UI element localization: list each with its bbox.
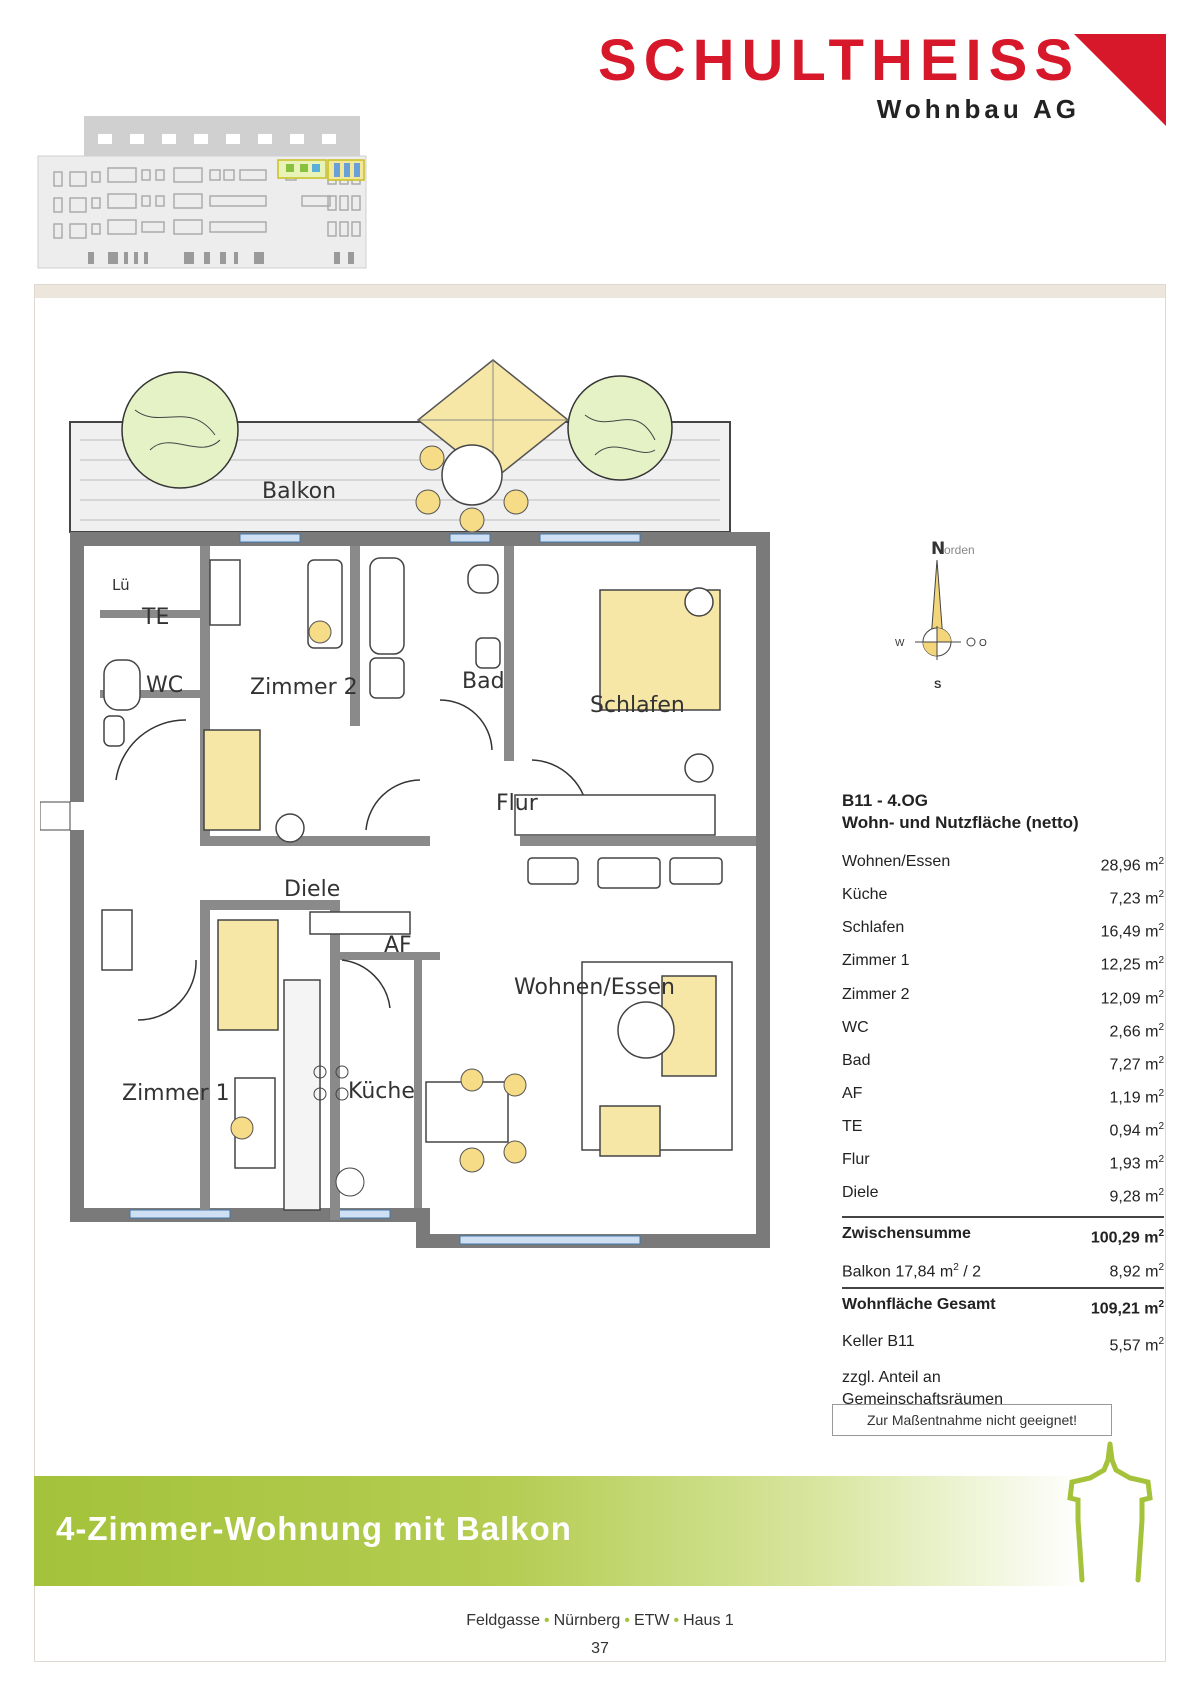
area-row: [842, 1179, 1164, 1212]
subtotal-label: Zwischensumme: [842, 1225, 971, 1243]
total-row: [842, 1287, 1164, 1324]
compass-north-rest: orden: [944, 543, 975, 557]
tower-logo-icon: [1060, 1440, 1170, 1590]
note-line-2: Gemeinschaftsräumen: [842, 1390, 1003, 1408]
area-value: 12,09 $m^2$: [1100, 988, 1164, 1007]
area-table: [842, 790, 1164, 1411]
area-label: Flur: [842, 1151, 870, 1169]
area-row: [842, 848, 1164, 881]
footer-dot: •: [544, 1612, 550, 1629]
room-label-flur: Flur: [496, 791, 538, 816]
title-banner: [34, 1476, 1084, 1586]
balkon-row: [842, 1254, 1164, 1287]
room-label-zimmer-2: Zimmer 2: [250, 675, 358, 700]
compass-south: S: [934, 679, 942, 691]
banner-title: 4-Zimmer-Wohnung mit Balkon: [56, 1510, 572, 1547]
floor-plan: [40, 340, 820, 1290]
brand-triangle-icon: [1074, 34, 1166, 126]
balkon-label: Balkon 17,84 $m^2 / 2$: [842, 1261, 981, 1280]
keller-value: 5,57 $m^2$: [1109, 1335, 1164, 1355]
room-label-lue: Lü: [112, 576, 130, 594]
compass-icon: [895, 536, 1005, 696]
area-row: [842, 1047, 1164, 1080]
measurement-warning: Zur Maßentnahme nicht geeignet!: [832, 1404, 1112, 1436]
compass-east: O: [979, 638, 987, 649]
area-label: TE: [842, 1118, 863, 1135]
area-value: 0,94 $m^2$: [1109, 1121, 1164, 1140]
area-label: Bad: [842, 1051, 871, 1069]
area-value: 2,66 $m^2$: [1109, 1021, 1164, 1040]
keller-row: [842, 1328, 1164, 1361]
footer-house: Haus 1: [683, 1612, 734, 1629]
area-label: Zimmer 2: [842, 985, 910, 1003]
footer-location: [0, 1612, 1200, 1630]
area-value: 9,28 $m^2$: [1109, 1187, 1164, 1206]
footer-dot: •: [624, 1612, 630, 1629]
compass-north-letter: N: [931, 539, 946, 559]
area-row: [842, 947, 1164, 980]
footer-city: Nürnberg: [553, 1612, 621, 1629]
footer-type: ETW: [633, 1612, 670, 1629]
area-value: 1,19 $m^2$: [1109, 1087, 1164, 1107]
total-value: 109,21 $m^2$: [1090, 1298, 1164, 1317]
area-row: [842, 1014, 1164, 1047]
room-label-schlafen: Schlafen: [590, 693, 685, 718]
room-label-balkon: Balkon: [262, 479, 337, 504]
note-line-1: zzgl. Anteil an: [842, 1368, 941, 1386]
brand-subtitle: Wohnbau AG: [876, 94, 1080, 124]
unit-title: B11 - 4.OG: [842, 791, 928, 810]
room-label-kueche: Küche: [348, 1079, 415, 1104]
area-label: WC: [842, 1018, 869, 1036]
area-rows: [842, 848, 1164, 1212]
keller-label: Keller B11: [842, 1332, 915, 1350]
footer-dot: •: [673, 1612, 680, 1629]
area-row: [842, 1146, 1164, 1179]
footer-street: Feldgasse: [466, 1612, 541, 1629]
compass-west: W: [895, 638, 905, 649]
area-row: [842, 881, 1164, 914]
area-label: Zimmer 1: [842, 952, 910, 970]
unit-subtitle: Wohn- und Nutzfläche (netto): [842, 813, 1079, 832]
room-label-bad: Bad: [462, 669, 505, 694]
room-label-af: AF: [384, 933, 412, 958]
room-label-te: TE: [142, 605, 170, 630]
area-value: 12,25 $m^2$: [1100, 955, 1164, 974]
balkon-value: 8,92 $m^2$: [1109, 1261, 1164, 1280]
area-value: 7,27 $m^2$: [1109, 1054, 1164, 1074]
area-label: AF: [842, 1084, 863, 1102]
area-value: 7,23 $m^2$: [1109, 889, 1164, 908]
room-label-diele: Diele: [284, 877, 341, 902]
room-label-zimmer-1: Zimmer 1: [122, 1081, 230, 1106]
subtotal-value: 100,29 $m^2$: [1090, 1228, 1164, 1247]
page-number: 37: [591, 1640, 609, 1657]
area-row: [842, 1113, 1164, 1146]
brand-logo: [598, 30, 1080, 125]
area-row: [842, 981, 1164, 1014]
subtotal-row: [842, 1216, 1164, 1253]
area-label: Wohnen/Essen: [842, 853, 951, 870]
area-value: 28,96 $m^2$: [1100, 856, 1164, 875]
room-label-wohnen-essen: Wohnen/Essen: [514, 975, 676, 1000]
building-elevation-thumbnail: [34, 112, 394, 272]
area-value: 1,93 $m^2$: [1109, 1154, 1164, 1173]
area-label: Schlafen: [842, 919, 905, 937]
total-label: Wohnfläche Gesamt: [842, 1295, 996, 1313]
area-row: [842, 1080, 1164, 1113]
brand-name: SCHULTHEISS: [598, 28, 1080, 93]
area-row: [842, 914, 1164, 947]
area-label: Diele: [842, 1184, 879, 1202]
area-label: Küche: [842, 886, 888, 904]
room-label-wc: WC: [146, 673, 184, 698]
area-value: 16,49 $m^2$: [1100, 922, 1164, 941]
